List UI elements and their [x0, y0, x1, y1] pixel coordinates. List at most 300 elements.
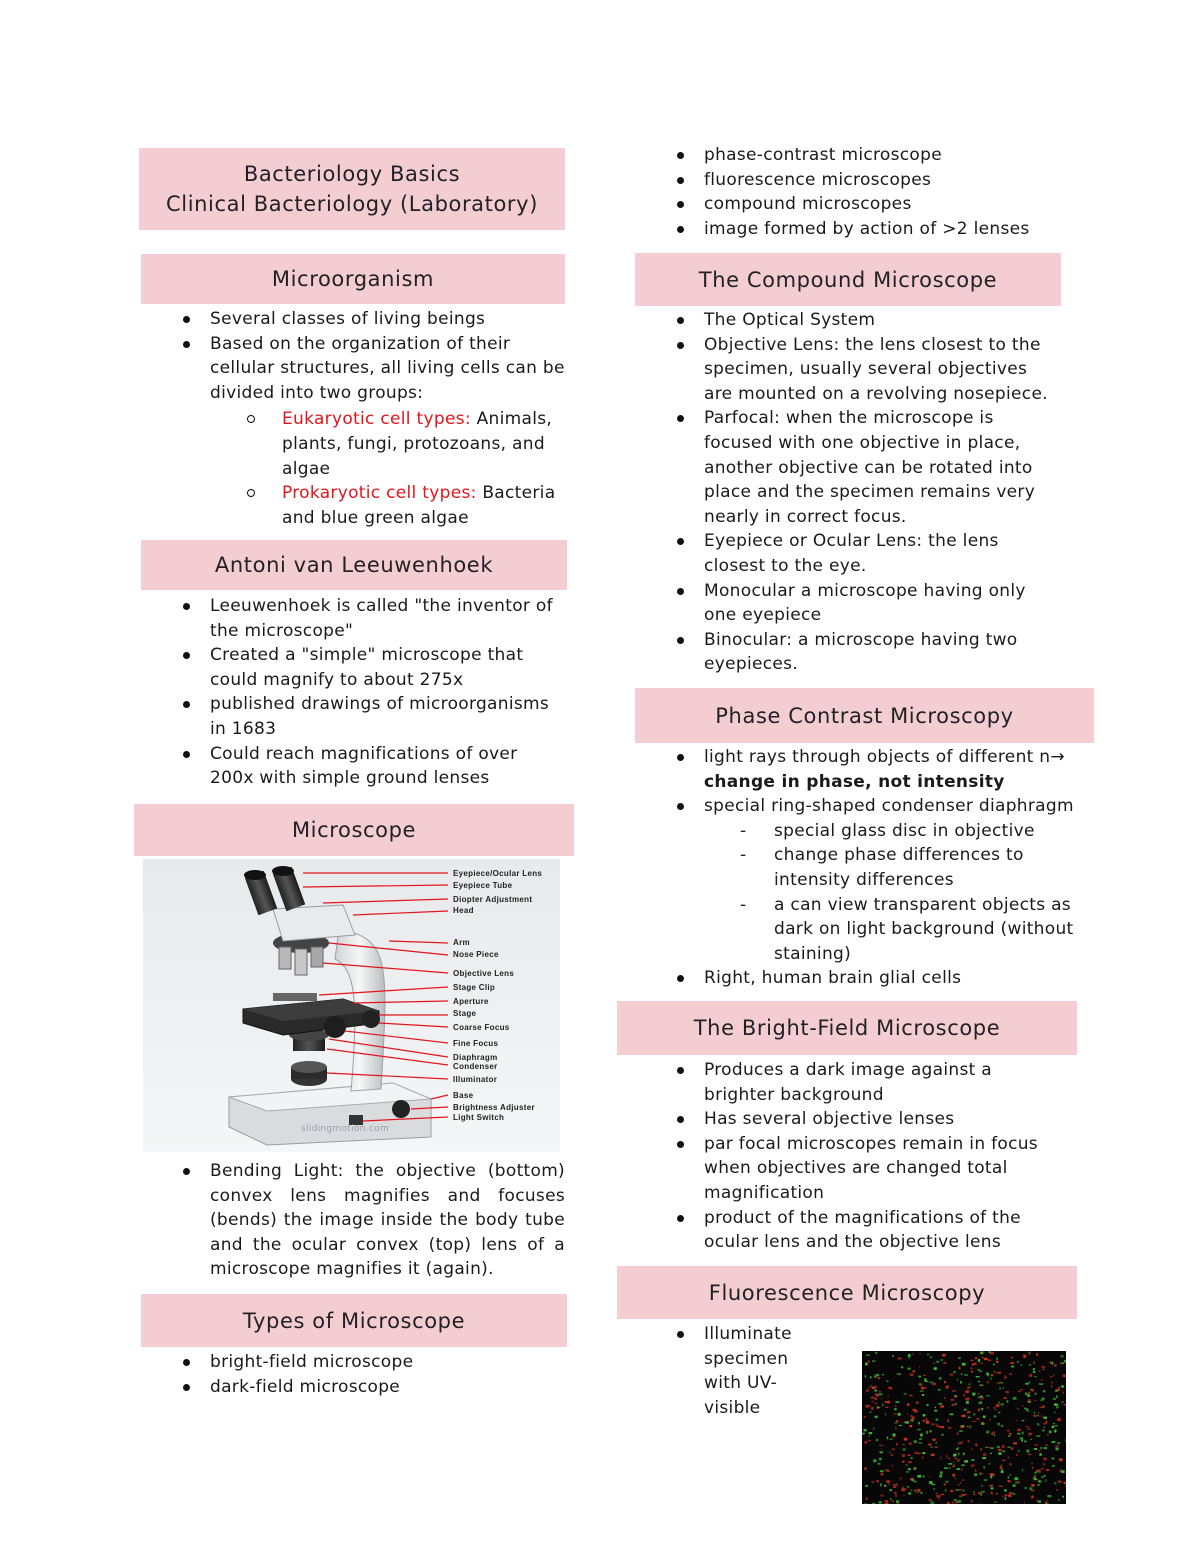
green-speckle: [1011, 1366, 1014, 1368]
label-base: Base: [453, 1091, 474, 1100]
red-speckle: [1057, 1489, 1058, 1491]
red-speckle: [952, 1390, 956, 1391]
green-speckle: [1062, 1496, 1064, 1498]
red-speckle: [903, 1495, 904, 1497]
red-speckle: [1009, 1373, 1011, 1375]
list-item: compound microscopes: [674, 192, 1074, 217]
green-speckle: [1029, 1352, 1030, 1354]
list-item-text: light rays through objects of different n→: [704, 747, 1065, 767]
green-speckle: [919, 1438, 922, 1439]
red-speckle: [991, 1374, 993, 1376]
green-speckle: [923, 1476, 925, 1478]
red-speckle: [920, 1353, 921, 1355]
sublist-item: [242, 481, 565, 530]
green-speckle: [945, 1489, 946, 1492]
red-speckle: [980, 1363, 982, 1365]
red-speckle: [998, 1449, 1001, 1451]
green-speckle: [972, 1393, 975, 1395]
red-speckle: [1035, 1400, 1037, 1401]
red-speckle: [1010, 1463, 1012, 1466]
red-speckle: [970, 1368, 972, 1369]
red-speckle: [1028, 1433, 1032, 1436]
green-speckle: [1052, 1465, 1055, 1466]
green-speckle: [938, 1389, 941, 1391]
green-speckle: [890, 1489, 892, 1491]
red-speckle: [955, 1501, 957, 1504]
red-speckle: [1036, 1499, 1038, 1502]
red-speckle: [952, 1502, 954, 1504]
green-speckle: [885, 1413, 886, 1416]
red-speckle: [1059, 1471, 1060, 1472]
leeuwenhoek-header: Antoni van Leeuwenhoek: [141, 540, 567, 590]
green-speckle: [907, 1368, 910, 1370]
green-speckle: [876, 1374, 879, 1377]
green-speckle: [882, 1403, 883, 1406]
red-speckle: [910, 1478, 913, 1480]
green-speckle: [971, 1459, 974, 1460]
compound-list: [674, 308, 1059, 677]
red-speckle: [912, 1353, 913, 1355]
green-speckle: [980, 1473, 982, 1475]
green-speckle: [866, 1355, 870, 1356]
eukaryotic-label: Eukaryotic cell types:: [282, 409, 471, 430]
red-speckle: [989, 1419, 991, 1420]
red-speckle: [971, 1370, 973, 1373]
green-speckle: [1056, 1395, 1057, 1398]
green-speckle: [1037, 1484, 1039, 1486]
green-speckle: [981, 1491, 984, 1493]
green-speckle: [958, 1447, 959, 1449]
red-speckle: [948, 1419, 950, 1422]
red-speckle: [1002, 1445, 1005, 1448]
green-speckle: [1064, 1360, 1066, 1363]
green-speckle: [944, 1467, 948, 1469]
green-speckle: [879, 1458, 882, 1460]
red-speckle: [907, 1403, 909, 1405]
red-speckle: [889, 1388, 892, 1390]
red-speckle: [991, 1432, 993, 1435]
green-speckle: [904, 1393, 907, 1394]
label-eyepiece-tube: Eyepiece Tube: [453, 881, 513, 890]
green-speckle: [955, 1395, 957, 1398]
green-speckle: [973, 1413, 975, 1415]
red-speckle: [1063, 1375, 1066, 1378]
green-speckle: [948, 1463, 952, 1465]
green-speckle: [898, 1413, 901, 1416]
green-speckle: [924, 1378, 926, 1381]
red-speckle: [948, 1427, 951, 1428]
red-speckle: [995, 1410, 998, 1411]
label-head: Head: [453, 906, 474, 915]
red-speckle: [1031, 1389, 1034, 1392]
red-speckle: [865, 1467, 867, 1470]
green-speckle: [879, 1393, 883, 1395]
green-speckle: [1041, 1477, 1043, 1478]
bright-field-header: The Bright-Field Microscope: [617, 1001, 1077, 1055]
green-speckle: [1022, 1432, 1024, 1435]
red-speckle: [926, 1418, 928, 1421]
green-speckle: [908, 1357, 910, 1359]
green-speckle: [994, 1434, 995, 1436]
red-speckle: [892, 1501, 894, 1502]
green-speckle: [1035, 1393, 1037, 1395]
red-speckle: [996, 1404, 1000, 1407]
red-speckle: [871, 1397, 875, 1399]
red-speckle: [1029, 1374, 1032, 1377]
green-speckle: [1054, 1483, 1056, 1484]
red-speckle: [900, 1477, 901, 1480]
green-speckle: [908, 1492, 911, 1494]
phase-emphasis: change in phase, not intensity: [704, 771, 1005, 792]
green-speckle: [886, 1380, 888, 1382]
red-speckle: [872, 1387, 875, 1390]
green-speckle: [914, 1490, 916, 1492]
red-speckle: [982, 1357, 984, 1358]
red-speckle: [963, 1394, 964, 1397]
list-item: par focal microscopes remain in focus when objectives are changed total magnification: [674, 1132, 1054, 1206]
green-speckle: [958, 1460, 960, 1461]
list-item: Parfocal: when the microscope is focused with one objective in place, another objective can be rotated into place and the specimen remains very nearly in correct focus.: [674, 406, 1059, 529]
red-speckle: [865, 1441, 868, 1443]
green-speckle: [980, 1402, 983, 1404]
red-speckle: [892, 1448, 895, 1450]
green-speckle: [963, 1490, 964, 1492]
green-speckle: [998, 1412, 1000, 1413]
red-speckle: [1041, 1415, 1042, 1418]
red-speckle: [944, 1397, 946, 1399]
red-speckle: [1036, 1353, 1038, 1356]
list-item: Right, human brain glial cells: [674, 966, 1074, 991]
green-speckle: [903, 1449, 906, 1451]
green-speckle: [980, 1352, 983, 1355]
green-speckle: [1053, 1423, 1055, 1424]
green-speckle: [894, 1408, 897, 1410]
green-speckle: [906, 1464, 907, 1466]
green-speckle: [865, 1485, 867, 1487]
green-speckle: [871, 1385, 872, 1388]
green-speckle: [1056, 1407, 1057, 1409]
red-speckle: [990, 1473, 994, 1476]
green-speckle: [983, 1416, 985, 1419]
list-item: [674, 794, 1074, 966]
green-speckle: [994, 1502, 997, 1503]
red-speckle: [997, 1372, 1001, 1374]
green-speckle: [934, 1488, 936, 1490]
red-speckle: [877, 1395, 879, 1397]
green-speckle: [939, 1476, 942, 1478]
red-speckle: [932, 1439, 935, 1441]
green-speckle: [908, 1354, 911, 1357]
red-speckle: [1060, 1468, 1061, 1471]
green-speckle: [991, 1487, 994, 1489]
red-speckle: [973, 1363, 976, 1365]
red-speckle: [885, 1401, 888, 1403]
leeuwenhoek-list: [180, 594, 565, 791]
list-item-text: special ring-shaped condenser diaphragm: [704, 796, 1074, 817]
red-speckle: [910, 1373, 914, 1376]
green-speckle: [1033, 1368, 1035, 1370]
green-speckle: [1014, 1477, 1018, 1480]
label-light-switch: Light Switch: [453, 1113, 505, 1122]
red-speckle: [952, 1474, 955, 1477]
list-item: dark-field microscope: [180, 1375, 565, 1400]
red-speckle: [915, 1452, 919, 1454]
red-speckle: [880, 1495, 883, 1497]
green-speckle: [960, 1381, 962, 1384]
green-speckle: [876, 1353, 878, 1354]
green-speckle: [994, 1415, 997, 1417]
red-speckle: [895, 1406, 897, 1407]
red-speckle: [1039, 1450, 1041, 1451]
title-line-1: Bacteriology Basics: [243, 162, 461, 186]
green-speckle: [917, 1475, 921, 1478]
green-speckle: [873, 1428, 874, 1430]
green-speckle: [1037, 1423, 1039, 1425]
list-item: published drawings of microorganisms in 1683: [180, 692, 565, 741]
green-speckle: [953, 1371, 956, 1373]
green-speckle: [887, 1437, 888, 1440]
red-speckle: [1038, 1371, 1041, 1372]
green-speckle: [1054, 1430, 1056, 1433]
red-speckle: [993, 1432, 995, 1434]
green-speckle: [897, 1373, 901, 1375]
red-speckle: [1060, 1363, 1062, 1365]
green-speckle: [876, 1439, 878, 1441]
list-item: Several classes of living beings: [180, 307, 565, 332]
red-speckle: [920, 1383, 922, 1385]
green-speckle: [1005, 1497, 1007, 1499]
red-speckle: [1043, 1458, 1047, 1461]
green-speckle: [880, 1483, 882, 1486]
dash-item: - a can view transparent objects as dark on light background (without staining): [704, 893, 1074, 967]
list-item: Produces a dark image against a brighter background: [674, 1058, 1054, 1107]
red-speckle: [981, 1422, 982, 1424]
green-speckle: [1042, 1398, 1045, 1400]
green-speckle: [1004, 1489, 1007, 1491]
red-speckle: [898, 1357, 902, 1359]
green-speckle: [914, 1440, 917, 1443]
red-speckle: [1007, 1495, 1009, 1496]
red-speckle: [987, 1381, 989, 1383]
red-speckle: [872, 1401, 874, 1402]
green-speckle: [889, 1452, 890, 1454]
list-item: [180, 332, 565, 531]
green-speckle: [956, 1448, 958, 1450]
green-speckle: [864, 1503, 868, 1504]
red-speckle: [962, 1479, 964, 1481]
fluorescence-header: Fluorescence Microscopy: [617, 1266, 1077, 1319]
green-speckle: [1054, 1403, 1056, 1405]
red-speckle: [910, 1489, 912, 1491]
red-speckle: [881, 1398, 882, 1399]
green-speckle: [955, 1403, 957, 1405]
red-speckle: [1010, 1433, 1011, 1436]
red-speckle: [1043, 1369, 1045, 1370]
red-speckle: [968, 1440, 970, 1442]
red-speckle: [1058, 1387, 1060, 1389]
red-speckle: [902, 1486, 904, 1488]
green-speckle: [1038, 1501, 1041, 1503]
green-speckle: [862, 1433, 865, 1435]
label-arm: Arm: [453, 938, 470, 947]
green-speckle: [873, 1459, 876, 1462]
red-speckle: [871, 1407, 873, 1410]
red-speckle: [967, 1387, 970, 1389]
bending-list: [180, 1159, 565, 1282]
red-speckle: [1007, 1430, 1010, 1432]
green-speckle: [1013, 1397, 1017, 1400]
red-speckle: [1008, 1457, 1010, 1459]
red-speckle: [893, 1487, 896, 1488]
green-speckle: [1057, 1442, 1060, 1443]
label-objective: Objective Lens: [453, 969, 515, 978]
red-speckle: [885, 1469, 889, 1471]
prokaryotic-text: Bacteria and blue green algae: [282, 483, 556, 528]
microscope-header: Microscope: [134, 804, 574, 856]
red-speckle: [1065, 1485, 1066, 1487]
label-coarse-focus: Coarse Focus: [453, 1023, 510, 1032]
green-speckle: [1041, 1383, 1043, 1384]
green-speckle: [896, 1401, 900, 1403]
red-speckle: [937, 1426, 940, 1427]
red-speckle: [1031, 1484, 1035, 1486]
red-speckle: [951, 1399, 954, 1401]
green-speckle: [922, 1452, 925, 1454]
red-speckle: [902, 1454, 905, 1457]
red-speckle: [1055, 1445, 1059, 1446]
green-speckle: [990, 1447, 994, 1449]
green-speckle: [941, 1434, 943, 1435]
green-speckle: [870, 1376, 872, 1378]
red-speckle: [879, 1445, 883, 1446]
red-speckle: [1018, 1390, 1021, 1392]
green-speckle: [1001, 1471, 1004, 1474]
green-speckle: [917, 1429, 920, 1431]
red-speckle: [868, 1405, 871, 1406]
list-item: Bending Light: the objective (bottom) convex lens magnifies and focuses (bends) the image inside the body tube and the ocular convex (top) lens of a microscope magnifies it (again).: [180, 1159, 565, 1282]
green-speckle: [1052, 1426, 1055, 1429]
red-speckle: [1038, 1412, 1039, 1414]
red-speckle: [989, 1485, 993, 1487]
green-speckle: [936, 1442, 937, 1444]
green-speckle: [1061, 1385, 1064, 1387]
red-speckle: [1024, 1502, 1025, 1504]
green-speckle: [1001, 1403, 1004, 1405]
green-speckle: [955, 1489, 959, 1491]
green-speckle: [1012, 1493, 1015, 1495]
green-speckle: [1022, 1420, 1025, 1421]
red-speckle: [1011, 1447, 1014, 1449]
green-speckle: [959, 1357, 961, 1359]
green-speckle: [979, 1385, 983, 1386]
compound-header: The Compound Microscope: [635, 253, 1061, 306]
red-speckle: [940, 1426, 944, 1428]
dash-item: - special glass disc in objective: [704, 819, 1074, 844]
green-speckle: [1034, 1448, 1037, 1450]
green-speckle: [1015, 1482, 1017, 1484]
red-speckle: [1046, 1469, 1049, 1471]
green-speckle: [908, 1468, 911, 1470]
red-speckle: [1061, 1402, 1063, 1403]
microorganism-header: Microorganism: [141, 254, 565, 304]
green-speckle: [953, 1454, 956, 1457]
label-fine-focus: Fine Focus: [453, 1039, 499, 1048]
red-speckle: [975, 1357, 977, 1359]
green-speckle: [1008, 1476, 1009, 1479]
green-speckle: [1027, 1395, 1030, 1397]
red-speckle: [1004, 1397, 1007, 1399]
red-speckle: [961, 1494, 965, 1496]
red-speckle: [959, 1367, 961, 1370]
green-speckle: [962, 1363, 966, 1366]
green-speckle: [990, 1378, 991, 1380]
green-speckle: [896, 1500, 899, 1503]
green-speckle: [1044, 1426, 1045, 1428]
red-speckle: [953, 1465, 955, 1468]
green-speckle: [1035, 1472, 1036, 1475]
red-speckle: [950, 1490, 953, 1492]
green-speckle: [984, 1479, 987, 1481]
green-speckle: [1025, 1383, 1029, 1385]
green-speckle: [934, 1367, 937, 1370]
red-speckle: [895, 1427, 896, 1430]
red-speckle: [885, 1500, 888, 1502]
green-speckle: [981, 1408, 984, 1410]
green-speckle: [982, 1457, 986, 1459]
red-speckle: [866, 1498, 868, 1500]
red-speckle: [988, 1360, 991, 1361]
red-speckle: [916, 1401, 919, 1403]
label-aperture: Aperture: [453, 997, 489, 1006]
label-eyepiece: Eyepiece/Ocular Lens: [453, 869, 543, 878]
red-speckle: [891, 1454, 894, 1456]
red-speckle: [878, 1377, 881, 1379]
green-speckle: [1044, 1447, 1048, 1449]
types-list: [180, 1350, 565, 1399]
green-speckle: [921, 1492, 923, 1494]
red-speckle: [909, 1425, 912, 1427]
red-speckle: [947, 1502, 950, 1504]
red-speckle: [971, 1465, 975, 1467]
red-speckle: [902, 1444, 905, 1445]
red-speckle: [944, 1484, 946, 1486]
green-speckle: [1051, 1362, 1053, 1365]
document-title: [139, 148, 565, 230]
green-speckle: [905, 1421, 909, 1424]
green-speckle: [1055, 1425, 1058, 1426]
types-header: Types of Microscope: [141, 1294, 567, 1347]
red-speckle: [942, 1354, 946, 1357]
red-speckle: [922, 1387, 926, 1389]
green-speckle: [1043, 1417, 1047, 1419]
red-speckle: [923, 1420, 925, 1422]
red-speckle: [972, 1421, 976, 1422]
red-speckle: [965, 1494, 966, 1495]
red-speckle: [977, 1418, 980, 1419]
green-speckle: [990, 1453, 992, 1454]
red-speckle: [1031, 1496, 1033, 1499]
green-speckle: [1043, 1390, 1045, 1393]
green-speckle: [989, 1351, 991, 1353]
red-speckle: [971, 1500, 973, 1502]
red-speckle: [888, 1484, 891, 1485]
red-speckle: [1031, 1463, 1033, 1465]
green-speckle: [1044, 1475, 1046, 1477]
red-speckle: [909, 1442, 912, 1444]
red-speckle: [868, 1440, 872, 1442]
red-speckle: [922, 1457, 924, 1459]
red-speckle: [1002, 1496, 1004, 1498]
